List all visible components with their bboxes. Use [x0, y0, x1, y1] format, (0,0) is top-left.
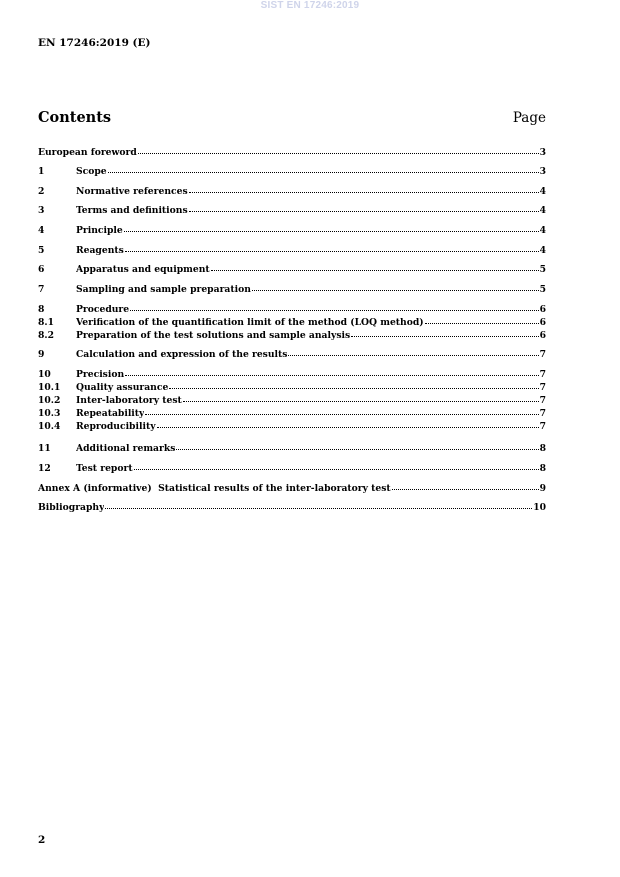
- toc-number: 10.2: [38, 395, 61, 406]
- watermark: SIST EN 17246:2019: [260, 0, 360, 11]
- toc-leader: [189, 184, 539, 193]
- toc-entry-4[interactable]: [38, 224, 546, 235]
- toc-title: Apparatus and equipment: [76, 264, 210, 275]
- toc-entry-9[interactable]: [38, 348, 546, 359]
- page-number: 2: [38, 834, 46, 846]
- toc-leader: [125, 367, 538, 376]
- toc-entry-8[interactable]: [38, 303, 546, 314]
- toc-page: 7: [539, 395, 546, 406]
- toc-page: 7: [539, 349, 546, 360]
- toc-title: Preparation of the test solutions and sample analysis: [76, 330, 351, 341]
- toc-number: 4: [38, 225, 45, 236]
- toc-number: 10.4: [38, 421, 61, 432]
- toc-title: Additional remarks: [76, 443, 176, 454]
- toc-entry-3[interactable]: [38, 204, 546, 215]
- toc-entry-1[interactable]: [38, 165, 546, 176]
- toc-number: 3: [38, 205, 45, 216]
- toc-title: Calculation and expression of the results: [76, 349, 288, 360]
- toc-page: 4: [539, 186, 546, 197]
- toc-title: Procedure: [76, 304, 130, 315]
- toc-entry-10-3[interactable]: [38, 407, 546, 418]
- toc-title: Reagents: [76, 245, 124, 256]
- toc-page: 8: [539, 443, 546, 454]
- toc-page: 7: [539, 421, 546, 432]
- contents-title: Contents: [38, 109, 112, 126]
- toc-leader: [105, 500, 532, 509]
- toc-title: Sampling and sample preparation: [76, 284, 251, 295]
- toc-leader: [183, 393, 539, 402]
- toc-entry-foreword[interactable]: [38, 146, 546, 157]
- toc-number: 6: [38, 264, 45, 275]
- toc-title: Principle: [76, 225, 123, 236]
- toc-leader: [189, 203, 539, 212]
- toc-page: 6: [539, 304, 546, 315]
- toc-entry-10[interactable]: [38, 368, 546, 379]
- toc-title: Repeatability: [76, 408, 145, 419]
- toc-number: 1: [38, 166, 45, 177]
- toc-page: 10: [533, 502, 546, 513]
- toc-number: 11: [38, 443, 51, 454]
- toc-number: 10.3: [38, 408, 61, 419]
- toc-leader: [134, 461, 539, 470]
- toc-leader: [211, 262, 539, 271]
- toc-number: 10: [38, 369, 51, 380]
- toc-leader: [125, 243, 539, 252]
- toc-leader: [351, 328, 538, 337]
- toc-number: 8.1: [38, 317, 54, 328]
- toc-entry-5[interactable]: [38, 244, 546, 255]
- toc-leader: [392, 481, 539, 490]
- toc-title: Quality assurance: [76, 382, 169, 393]
- toc-entry-8-2[interactable]: [38, 329, 546, 340]
- toc-entry-11[interactable]: [38, 442, 546, 453]
- toc-leader: [130, 302, 538, 311]
- toc-title: Bibliography: [38, 502, 105, 513]
- toc-page: 7: [539, 408, 546, 419]
- toc-number: 7: [38, 284, 45, 295]
- toc-entry-7[interactable]: [38, 283, 546, 294]
- page-column-label: Page: [512, 110, 546, 126]
- toc-page: 6: [539, 317, 546, 328]
- toc-number: 2: [38, 186, 45, 197]
- toc-page: 5: [539, 284, 546, 295]
- toc-page: 9: [539, 483, 546, 494]
- toc-entry-10-2[interactable]: [38, 394, 546, 405]
- toc-title: European foreword: [38, 147, 137, 158]
- toc-page: 7: [539, 369, 546, 380]
- toc-title: Verification of the quantification limit of the method (LOQ method): [76, 317, 424, 328]
- toc-entry-annex-a[interactable]: [38, 482, 546, 493]
- toc-page: 8: [539, 463, 546, 474]
- toc-leader: [288, 347, 538, 356]
- toc-number: 8: [38, 304, 45, 315]
- toc-number: 12: [38, 463, 51, 474]
- toc-leader: [252, 282, 539, 291]
- toc-title: Reproducibility: [76, 421, 156, 432]
- toc-leader: [425, 315, 539, 324]
- toc-leader: [145, 406, 538, 415]
- toc-number: 10.1: [38, 382, 61, 393]
- toc-leader: [157, 419, 539, 428]
- toc-title: Inter-laboratory test: [76, 395, 182, 406]
- toc-leader: [169, 380, 538, 389]
- toc-page: 7: [539, 382, 546, 393]
- toc-title: Scope: [76, 166, 107, 177]
- document-id: EN 17246:2019 (E): [38, 37, 151, 49]
- toc-title: Terms and definitions: [76, 205, 188, 216]
- toc-title: Normative references: [76, 186, 188, 197]
- toc-page: 3: [539, 166, 546, 177]
- toc-page: 4: [539, 245, 546, 256]
- toc-entry-12[interactable]: [38, 462, 546, 473]
- toc-leader: [108, 164, 539, 173]
- toc-leader: [124, 223, 539, 232]
- toc-number: 5: [38, 245, 45, 256]
- toc-entry-10-4[interactable]: [38, 420, 546, 431]
- toc-title: Precision: [76, 369, 125, 380]
- toc-entry-10-1[interactable]: [38, 381, 546, 392]
- toc-number: 8.2: [38, 330, 54, 341]
- toc-page: 5: [539, 264, 546, 275]
- toc-page: 6: [539, 330, 546, 341]
- toc-leader: [176, 441, 538, 450]
- toc-leader: [138, 145, 539, 154]
- toc-title: Annex A (informative) Statistical results of the inter-laboratory test: [38, 483, 391, 494]
- toc-page: 4: [539, 205, 546, 216]
- toc-number: 9: [38, 349, 45, 360]
- toc-title: Test report: [76, 463, 133, 474]
- toc-entry-8-1[interactable]: [38, 316, 546, 327]
- toc-entry-6[interactable]: [38, 263, 546, 274]
- toc-page: 3: [539, 147, 546, 158]
- toc-entry-bibliography[interactable]: [38, 501, 546, 512]
- toc-entry-2[interactable]: [38, 185, 546, 196]
- toc-page: 4: [539, 225, 546, 236]
